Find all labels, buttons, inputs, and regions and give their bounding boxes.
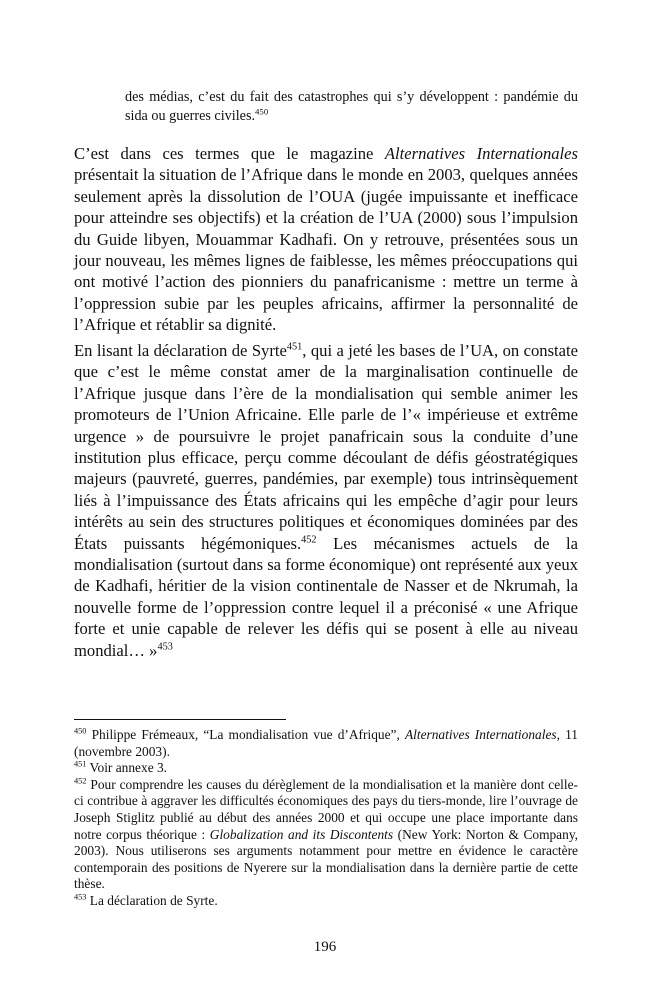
footnote-text: Voir annexe 3. [86, 760, 168, 776]
footnote-ref-453[interactable]: 453 [157, 641, 173, 653]
footnote-text: Philippe Frémeaux, “La mondialisation vue d’Afrique”, [86, 727, 405, 742]
paragraph-1-text-a: C’est dans ces termes que le magazine [74, 144, 385, 163]
magazine-title: Alternatives Internationales [384, 144, 578, 163]
footnote-number: 451 [74, 759, 87, 769]
footnote-italic: Globalization and its Discontents [209, 826, 394, 842]
footnotes [74, 727, 578, 910]
footnote-ref-452[interactable]: 452 [301, 534, 317, 546]
footnote-text: La déclaration de Syrte. [86, 892, 218, 908]
paragraph-2-text-a: En lisant la déclaration de Syrte [74, 341, 287, 360]
paragraph-2-text-c: Les mécanismes actuels de la mondialisation (surtout dans sa forme économique) ont représenté aux yeux de Kadhafi, héritier de la vision continentale de Nasser et de Nkrumah, la nouvelle forme de l’oppression contre lequel il a préconisé « une Afrique forte et unie capable de relever les défis qui se posent à elle au niveau mondial… » [74, 533, 578, 660]
paragraph-1-text-b: présentait la situation de l’Afrique dans le monde en 2003, quelques années seulement après la dissolution de l’OUA (jugée impuissante et inefficace pour atteindre ses objectifs) et la création de l’UA (2000) sous l’impulsion du Guide libyen, Mouammar Kadhafi. On y retrouve, présentées sous un jour nouveau, les mêmes lignes de faiblesse, les mêmes préoccupations qui ont motivé l’action des pionniers du panafricanisme : mettre un terme à l’oppression subie par les peuples africains, affirmer la personnalité de l’Afrique et rétablir sa dignité. [74, 165, 578, 335]
footnote-451 [74, 760, 578, 777]
paragraph-2 [74, 340, 578, 661]
footnote-ref-451[interactable]: 451 [286, 341, 303, 353]
footnote-text: Pour comprendre les causes du dérèglement de la mondialisation et la manière dont celle-ci contribue à aggraver les difficultés économiques des pays du tiers-monde, lire l’ouvrage de Joseph Stiglitz publié au début des années 2000 et qui occupe une place importante dans notre corpus théorique : [74, 776, 578, 842]
paragraph-2-text-b: , qui a jeté les bases de l’UA, on constate que c’est le même constat amer de la marginalisation continuelle de l’Afrique jusque dans l’ère de la mondialisation qui semble animer les promoteurs de l’Union Africaine. Elle parle de l’« impérieuse et extrême urgence » de poursuivre le projet panafricain sous la conduite d’une institution plus efficace, perçu comme découlant de défis géostratégiques majeurs (pauvreté, guerres, pandémies, par exemple) tous intrinsèquement liés à l’impuissance des États africains qui les empêche d’agir pour leurs intérêts au sein des structures politiques et économiques dominées par des États puissants hégémoniques. [74, 341, 578, 553]
footnote-number: 450 [74, 726, 87, 736]
footnote-450 [74, 727, 578, 760]
footnote-text: 11 (novembre 2003). [74, 727, 578, 759]
footnote-ref-450[interactable]: 450 [255, 106, 269, 117]
footnote-number: 453 [74, 892, 87, 902]
footnote-separator [74, 719, 286, 720]
footnote-italic: Alternatives Internationales, [404, 727, 560, 742]
paragraph-1 [74, 143, 578, 336]
page-number: 196 [313, 939, 337, 955]
quote-text: des médias, c’est du fait des catastrophes qui s’y développent : pandémie du sida ou guerres civiles. [125, 89, 578, 124]
footnote-453 [74, 893, 578, 910]
footnote-452 [74, 777, 578, 893]
footnote-number: 452 [74, 776, 87, 786]
block-quote [125, 88, 578, 126]
footnote-text: (New York: Norton & Company, 2003). Nous utiliserons ses arguments notamment pour mettre en évidence le caractère contemporain des positions de Nyerere sur la mondialisation dans la dernière partie de cette thèse. [74, 826, 578, 892]
